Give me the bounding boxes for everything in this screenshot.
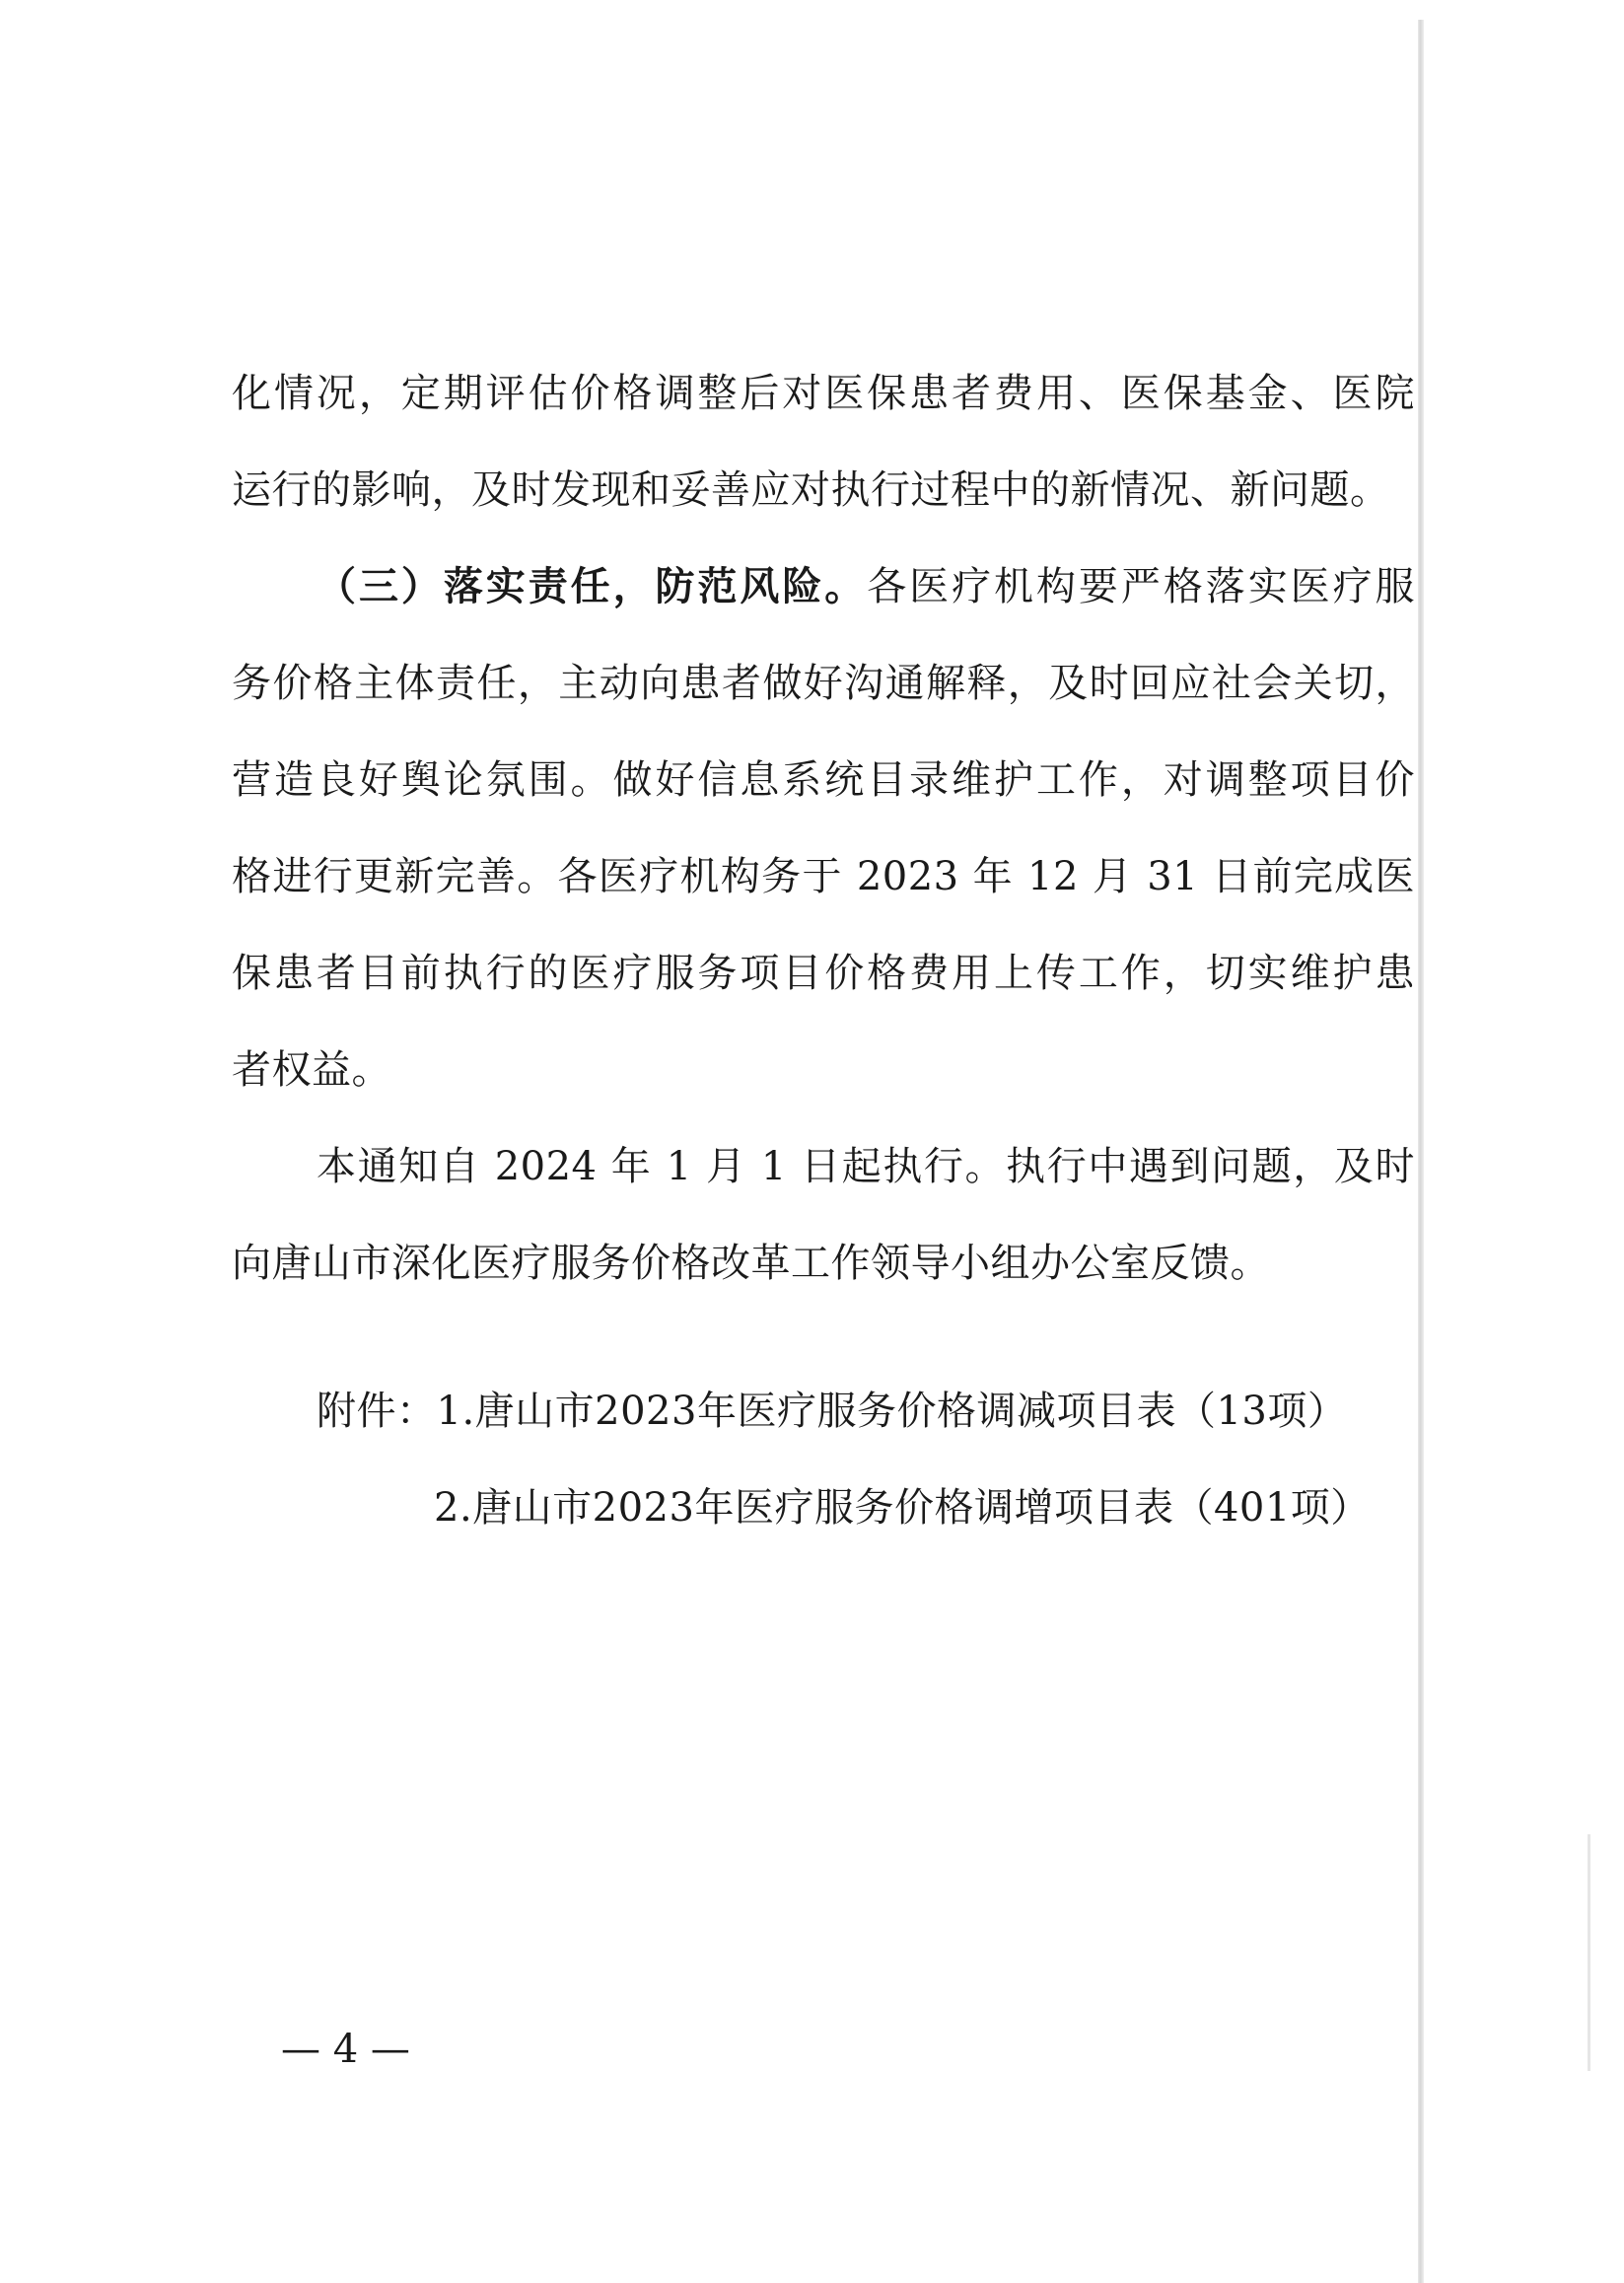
para2-line-3: 营造良好舆论氛围。做好信息系统目录维护工作，对调整项目价: [232, 757, 1415, 803]
section-spacer: [232, 1312, 1415, 1363]
para2-line-1-rest: 各医疗机构要严格落实医疗服: [867, 564, 1416, 609]
para2-line-4: 格进行更新完善。各医疗机构务于 2023 年 12 月 31 日前完成医: [232, 854, 1415, 899]
para2-line-1: [232, 538, 1415, 635]
scan-edge-mark: [1588, 1834, 1590, 2071]
para2-line-6: 者权益。: [232, 1047, 391, 1093]
para1-line-2: 运行的影响，及时发现和妥善应对执行过程中的新情况、新问题。: [232, 467, 1390, 513]
para1-line-1: 化情况，定期评估价格调整后对医保患者费用、医保基金、医院: [232, 371, 1415, 416]
para3-line-2: 向唐山市深化医疗服务价格改革工作领导小组办公室反馈。: [232, 1241, 1270, 1286]
attachment-line-1: [232, 1363, 1415, 1460]
para2-line-5: 保患者目前执行的医疗服务项目价格费用上传工作，切实维护患: [232, 951, 1415, 996]
para3-line-1: 本通知自 2024 年 1 月 1 日起执行。执行中遇到问题，及时: [317, 1144, 1415, 1189]
scan-edge-shadow: [1418, 20, 1424, 2283]
section-heading: （三）落实责任，防范风险。: [317, 563, 868, 609]
para2-line-2: 务价格主体责任，主动向患者做好沟通解释，及时回应社会关切，: [232, 661, 1415, 706]
attachment-item-2: 2.唐山市2023年医疗服务价格调增项目表（401项）: [434, 1485, 1371, 1531]
document-body: [232, 345, 1415, 1556]
attachment-item-1: 1.唐山市2023年医疗服务价格调减项目表（13项）: [436, 1389, 1348, 1434]
page-number: — 4 —: [281, 2027, 410, 2072]
attachments-label: 附件：: [317, 1389, 437, 1434]
